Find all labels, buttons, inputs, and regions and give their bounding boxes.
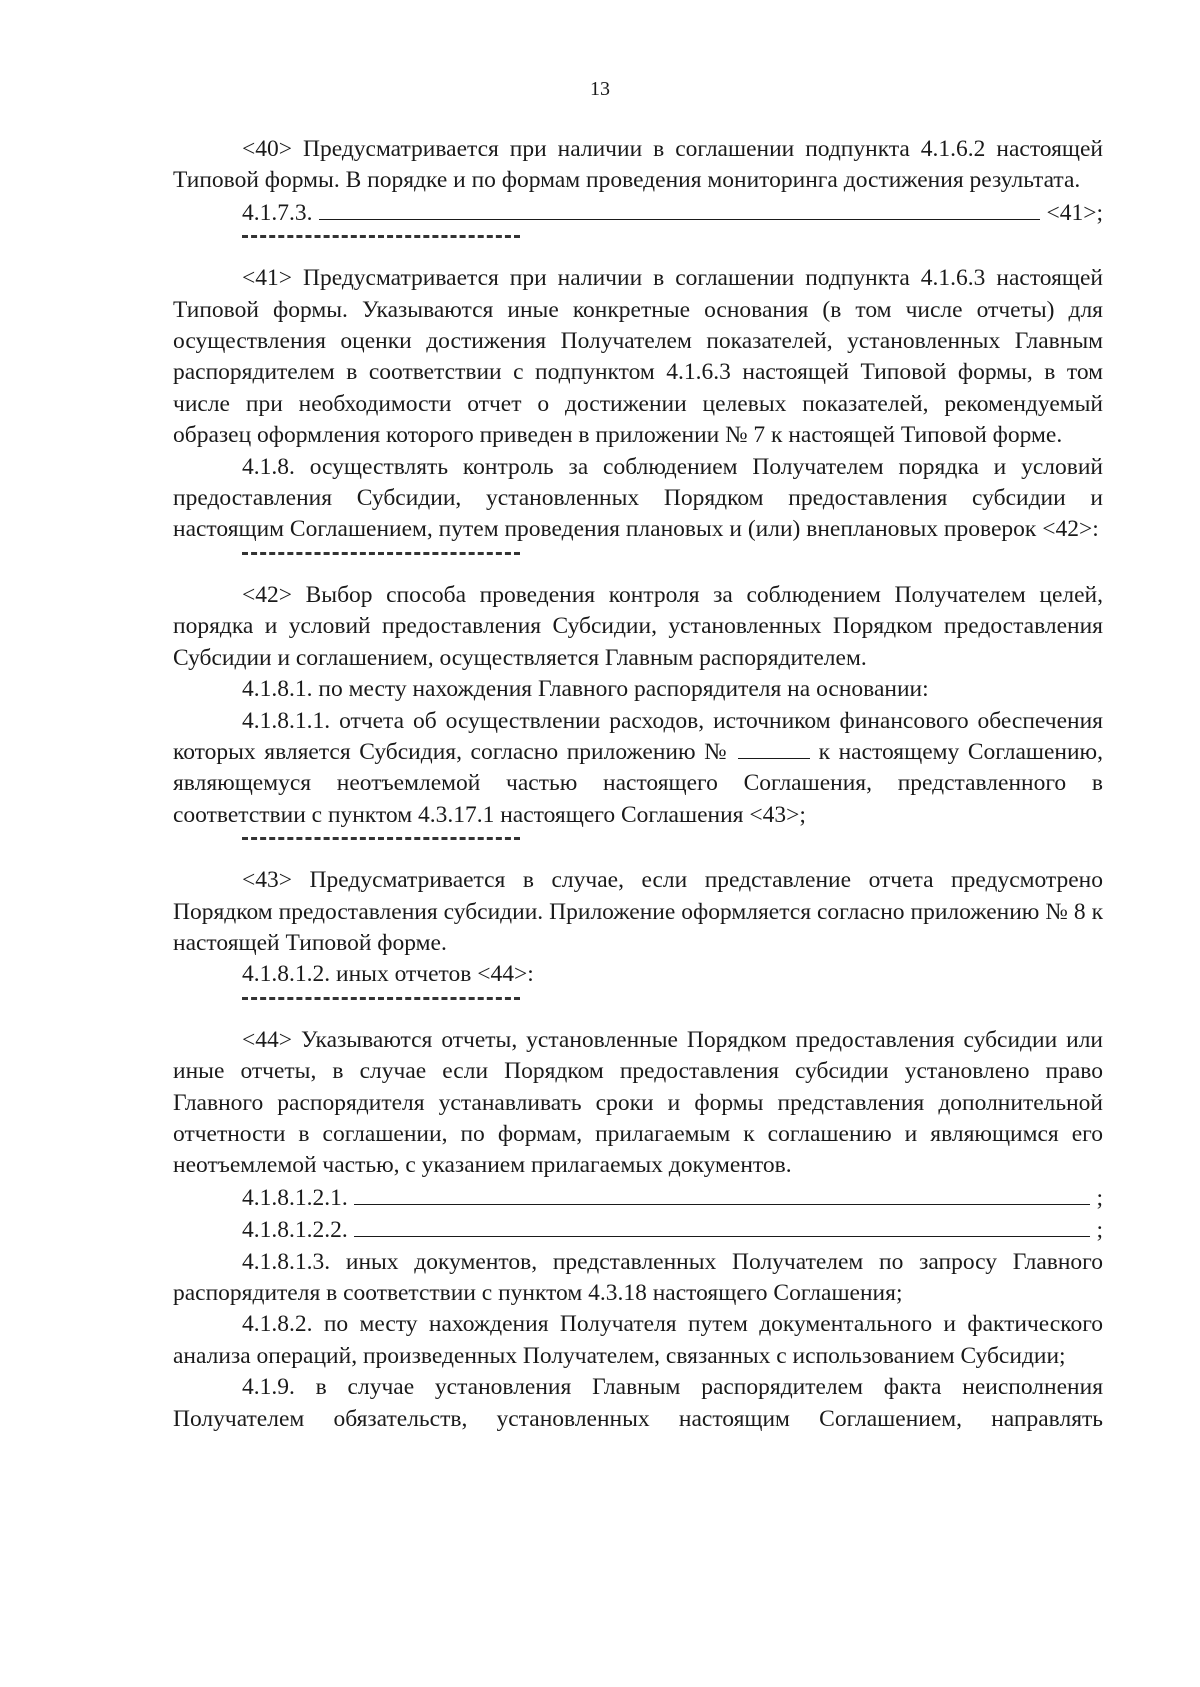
footnote-44: <44> Указываются отчеты, установленные Порядком предоставления субсидии или иные отчеты, в случае если Порядком предоставления субсидии установлено право Главного распорядителя устанавливать сроки и формы представления дополнительной отчетности в соглашении, по формам, прилагаемым к соглашению и являющимся его неотъемлемой частью, с указанием прилагаемых документов. xyxy=(173,1026,1103,1179)
item-4-1-8-1-1-part-b: к настоящему Соглашению, являющемуся неотъемлемой частью настоящего Соглашения, представленного в соответствии с пунктом 4.3.17.1 настоящего Соглашения <43>; xyxy=(173,738,1103,828)
item-4-1-8-1-1-part-a: 4.1.8.1.1. отчета об осуществлении расходов, источником финансового обеспечения которых является Субсидия, согласно приложению № xyxy=(173,707,1103,765)
item-4-1-8-1-2-2-blank xyxy=(354,1214,1091,1237)
semicolon: ; xyxy=(1096,1217,1103,1244)
document-body xyxy=(173,134,1103,1435)
item-4-1-7-3-suffix: <41>; xyxy=(1046,199,1103,226)
footnote-separator xyxy=(242,993,1103,1013)
item-4-1-8-1-2-1-label: 4.1.8.1.2.1. xyxy=(242,1184,348,1211)
footnote-separator xyxy=(242,231,1103,251)
item-4-1-9: 4.1.9. в случае установления Главным распорядителем факта неисполнения Получателем обязательств, установленных настоящим Соглашением, направлять xyxy=(173,1374,1103,1432)
item-4-1-8-2: 4.1.8.2. по месту нахождения Получателя путем документального и фактического анализа операций, произведенных Получателем, связанных с использованием Субсидии; xyxy=(173,1311,1103,1369)
footnote-separator xyxy=(242,548,1103,568)
footnote-42: <42> Выбор способа проведения контроля за соблюдением Получателем целей, порядка и условий предоставления Субсидии, установленных Порядком предоставления Субсидии и соглашением, осуществляется Главным распорядителем. xyxy=(173,581,1103,671)
item-4-1-7-3-label: 4.1.7.3. xyxy=(242,199,313,226)
appendix-number-blank xyxy=(738,740,810,759)
item-4-1-8-1-2-1 xyxy=(173,1182,1103,1214)
semicolon: ; xyxy=(1096,1184,1103,1211)
item-4-1-7-3-blank xyxy=(319,197,1041,220)
page-number: 13 xyxy=(590,78,610,100)
item-4-1-8-1-2-2 xyxy=(173,1214,1103,1246)
footnote-separator xyxy=(242,833,1103,853)
item-4-1-8-1-2: 4.1.8.1.2. иных отчетов <44>: xyxy=(242,961,534,988)
item-4-1-8: 4.1.8. осуществлять контроль за соблюдением Получателем порядка и условий предоставления Субсидии, установленных Порядком предоставления субсидии и настоящим Соглашением, путем проведения плановых и (или) внеплановых проверок <42>: xyxy=(173,453,1103,543)
item-4-1-8-1-2-2-label: 4.1.8.1.2.2. xyxy=(242,1217,348,1244)
footnote-43: <43> Предусматривается в случае, если представление отчета предусмотрено Порядком предоставления субсидии. Приложение оформляется согласно приложению № 8 к настоящей Типовой форме. xyxy=(173,867,1103,956)
item-4-1-8-1-3: 4.1.8.1.3. иных документов, представленных Получателем по запросу Главного распорядителя в соответствии с пунктом 4.3.18 настоящего Соглашения; xyxy=(173,1248,1103,1306)
item-4-1-8-1-1 xyxy=(173,706,1103,832)
item-4-1-8-1: 4.1.8.1. по месту нахождения Главного распорядителя на основании: xyxy=(242,676,929,703)
footnote-41: <41> Предусматривается при наличии в соглашении подпункта 4.1.6.3 настоящей Типовой формы. Указываются иные конкретные основания (в том числе отчеты) для осуществления оценки достижения Получателем показателей, установленных Главным распорядителем в соответствии с подпунктом 4.1.6.3 настоящей Типовой формы, в том числе при необходимости отчет о достижении целевых показателей, рекомендуемый образец оформления которого приведен в приложении № 7 к настоящей Типовой форме. xyxy=(173,265,1103,449)
footnote-40: <40> Предусматривается при наличии в соглашении подпункта 4.1.6.2 настоящей Типовой формы. В порядке и по формам проведения мониторинга достижения результата. xyxy=(173,136,1103,194)
item-4-1-8-1-2-1-blank xyxy=(354,1182,1091,1205)
item-4-1-7-3 xyxy=(173,197,1103,229)
